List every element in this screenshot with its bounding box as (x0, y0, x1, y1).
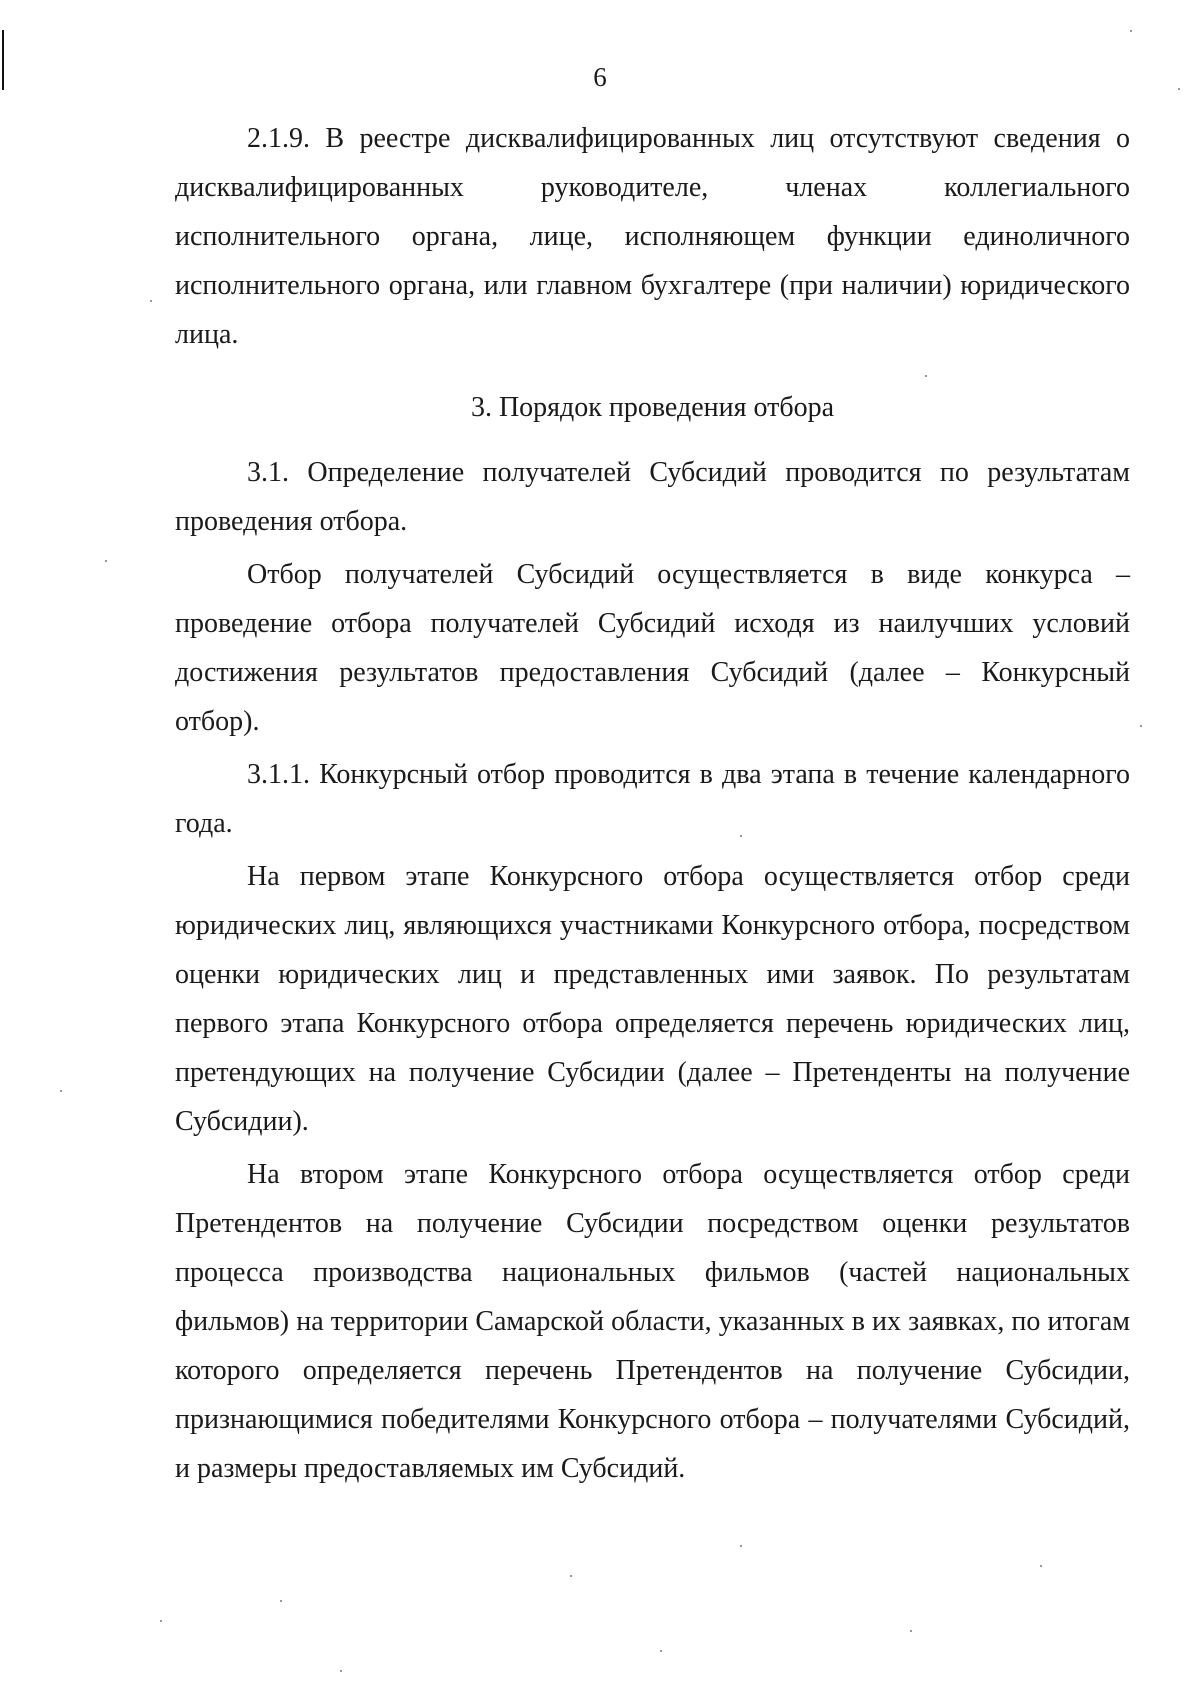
scan-speck (150, 300, 152, 302)
paragraph-3-1-1: 3.1.1. Конкурсный отбор проводится в два этапа в течение календарного года. (175, 759, 1130, 839)
scan-speck (280, 1600, 282, 1602)
paragraph-first-stage: На первом этапе Конкурсного отбора осуществляется отбор среди юридических лиц, являющихся участниками Конкурсного отбора, посредством оценки юридических лиц и представленных ими заявок. По результатам первого этапа Конкурсного отбора определяется перечень юридических лиц, претендующих на получение Субсидии (далее – Претенденты на получение Субсидии). (175, 861, 1130, 1137)
scan-speck (740, 1545, 742, 1547)
paragraph-2-1-9: 2.1.9. В реестре дисквалифицированных лиц отсутствуют сведения о дисквалифицированных руководителе, членах коллегиального исполнительного органа, лице, исполняющем функции единоличного исполнительного органа, или главном бухгалтере (при наличии) юридического лица. (175, 123, 1130, 350)
paragraph-second-stage: На втором этапе Конкурсного отбора осуществляется отбор среди Претендентов на получение Субсидии посредством оценки результатов процесса производства национальных фильмов (частей национальных фильмов) на территории Самарской области, указанных в их заявках, по итогам которого определяется перечень Претендентов на получение Субсидии, признающимися победителями Конкурсного отбора – получателями Субсидий, и размеры предоставляемых им Субсидий. (175, 1159, 1130, 1484)
paragraph-3-1: 3.1. Определение получателей Субсидий проводится по результатам проведения отбора. (175, 457, 1130, 537)
scan-speck (1140, 725, 1142, 727)
scan-speck (340, 1670, 342, 1672)
document-body (175, 114, 1130, 1493)
scan-speck (910, 1630, 912, 1632)
scan-speck (1130, 30, 1132, 32)
scan-speck (1178, 88, 1180, 90)
scan-speck (740, 835, 742, 837)
scan-speck (660, 1650, 662, 1652)
page-number: 6 (593, 62, 607, 92)
paragraph-selection-form: Отбор получателей Субсидий осуществляется в виде конкурса – проведение отбора получателей Субсидий исходя из наилучших условий достижения результатов предоставления Субсидий (далее – Конкурсный отбор). (175, 559, 1130, 737)
scan-speck (925, 375, 927, 377)
scan-speck (570, 1575, 572, 1577)
scan-speck (1040, 1565, 1042, 1567)
scan-speck (60, 1090, 62, 1092)
scan-speck (105, 560, 107, 562)
scan-speck (160, 1620, 162, 1622)
section-heading-3: 3. Порядок проведения отбора (470, 392, 835, 423)
